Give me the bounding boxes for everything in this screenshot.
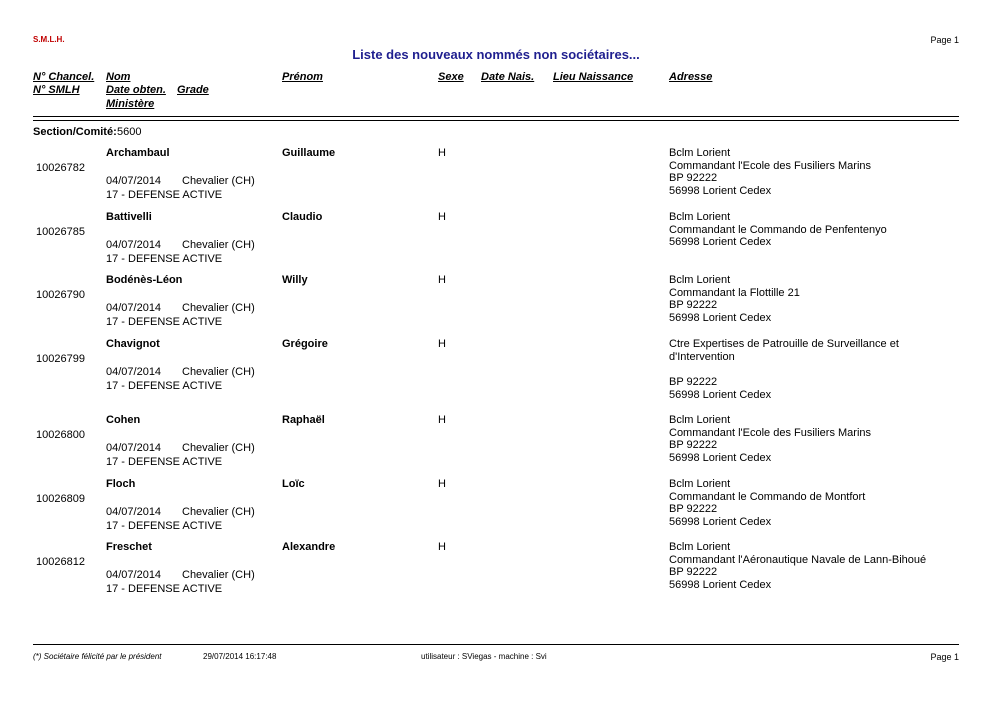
address-line: BP 92222 xyxy=(669,172,718,185)
col-header-lieu-naissance: Lieu Naissance xyxy=(553,71,634,83)
address-line: BP 92222 xyxy=(669,299,718,312)
col-header-chancel: N° Chancel. xyxy=(33,71,95,83)
record-sexe: H xyxy=(438,338,446,350)
footer-note: (*) Sociétaire félicité par le président xyxy=(33,652,162,661)
record-date-obten: 04/07/2014 xyxy=(106,175,162,187)
record-row xyxy=(0,338,992,401)
record-grade: Chevalier (CH) xyxy=(182,366,255,378)
record-number: 10026785 xyxy=(36,226,85,238)
record-address xyxy=(669,338,899,401)
record-ministere: 17 - DEFENSE ACTIVE xyxy=(106,189,223,201)
org-name: S.M.L.H. xyxy=(33,35,65,44)
report-title: Liste des nouveaux nommés non sociétaires... xyxy=(352,47,640,62)
address-line: Commandant l'Ecole des Fusiliers Marins xyxy=(669,426,872,439)
address-line: 56998 Lorient Cedex xyxy=(669,579,772,592)
record-nom: Archambaul xyxy=(106,147,170,159)
footer-datetime: 29/07/2014 16:17:48 xyxy=(203,652,277,661)
record-prenom: Willy xyxy=(282,274,308,286)
record-address xyxy=(669,211,887,249)
col-header-nom: Nom xyxy=(106,71,131,83)
address-line: Bclm Lorient xyxy=(669,414,731,426)
record-ministere: 17 - DEFENSE ACTIVE xyxy=(106,380,223,392)
record-nom: Floch xyxy=(106,478,136,490)
address-line: Bclm Lorient xyxy=(669,147,731,159)
record-address xyxy=(669,478,865,529)
record-sexe: H xyxy=(438,478,446,490)
record-prenom: Raphaël xyxy=(282,414,325,426)
record-prenom: Alexandre xyxy=(282,541,336,553)
record-grade: Chevalier (CH) xyxy=(182,302,255,314)
col-header-sexe: Sexe xyxy=(438,71,464,83)
page-number-bottom: Page 1 xyxy=(930,652,959,662)
record-date-obten: 04/07/2014 xyxy=(106,442,162,454)
col-header-ministere: Ministère xyxy=(106,98,155,110)
record-sexe: H xyxy=(438,274,446,286)
record-grade: Chevalier (CH) xyxy=(182,442,255,454)
address-line: Ctre Expertises de Patrouille de Surveillance et xyxy=(669,338,899,350)
record-row xyxy=(0,147,992,207)
address-line: Commandant l'Ecole des Fusiliers Marins xyxy=(669,159,872,172)
address-line: 56998 Lorient Cedex xyxy=(669,516,772,529)
record-row xyxy=(0,478,992,538)
address-line: Bclm Lorient xyxy=(669,211,731,223)
record-ministere: 17 - DEFENSE ACTIVE xyxy=(106,520,223,532)
address-line: BP 92222 xyxy=(669,376,718,389)
address-line: Bclm Lorient xyxy=(669,274,731,286)
record-date-obten: 04/07/2014 xyxy=(106,239,162,251)
record-address xyxy=(669,414,871,465)
record-sexe: H xyxy=(438,211,446,223)
record-row xyxy=(0,274,992,334)
record-number: 10026800 xyxy=(36,429,85,441)
record-sexe: H xyxy=(438,541,446,553)
col-header-date-obten: Date obten. xyxy=(106,84,166,96)
col-header-prenom: Prénom xyxy=(282,71,323,83)
header-rule-top xyxy=(33,116,959,117)
address-line: Commandant le Commando de Penfentenyo xyxy=(669,223,887,236)
record-address xyxy=(669,541,926,592)
record-address xyxy=(669,274,800,325)
record-prenom: Loïc xyxy=(282,478,305,490)
record-ministere: 17 - DEFENSE ACTIVE xyxy=(106,316,223,328)
record-row xyxy=(0,211,992,271)
address-line: Commandant le Commando de Montfort xyxy=(669,490,866,503)
col-header-grade: Grade xyxy=(177,84,209,96)
record-grade: Chevalier (CH) xyxy=(182,175,255,187)
address-line: 56998 Lorient Cedex xyxy=(669,236,772,249)
record-nom: Battivelli xyxy=(106,211,152,223)
record-grade: Chevalier (CH) xyxy=(182,239,255,251)
footer-user: utilisateur : SViegas - machine : Svi xyxy=(421,652,547,661)
record-prenom: Guillaume xyxy=(282,147,336,159)
col-header-smlh: N° SMLH xyxy=(33,84,80,96)
record-prenom: Grégoire xyxy=(282,338,328,350)
col-header-date-nais: Date Nais. xyxy=(481,71,535,83)
address-line: 56998 Lorient Cedex xyxy=(669,312,772,325)
record-number: 10026812 xyxy=(36,556,85,568)
record-row xyxy=(0,414,992,474)
address-line: BP 92222 xyxy=(669,566,718,579)
address-line: BP 92222 xyxy=(669,439,718,452)
record-grade: Chevalier (CH) xyxy=(182,506,255,518)
record-ministere: 17 - DEFENSE ACTIVE xyxy=(106,583,223,595)
record-address xyxy=(669,147,871,198)
address-line: Bclm Lorient xyxy=(669,541,731,553)
record-date-obten: 04/07/2014 xyxy=(106,366,162,378)
address-line: BP 92222 xyxy=(669,503,718,516)
address-line: Commandant la Flottille 21 xyxy=(669,286,800,299)
record-nom: Cohen xyxy=(106,414,141,426)
address-line: 56998 Lorient Cedex xyxy=(669,452,772,465)
record-nom: Freschet xyxy=(106,541,152,553)
section-value: 5600 xyxy=(117,126,142,138)
address-line xyxy=(669,363,899,376)
address-line: d'Intervention xyxy=(669,350,735,363)
footer-rule xyxy=(33,644,959,645)
record-sexe: H xyxy=(438,147,446,159)
record-number: 10026809 xyxy=(36,493,85,505)
record-row xyxy=(0,541,992,601)
record-ministere: 17 - DEFENSE ACTIVE xyxy=(106,456,223,468)
record-grade: Chevalier (CH) xyxy=(182,569,255,581)
page-number-top: Page 1 xyxy=(930,35,959,45)
record-nom: Chavignot xyxy=(106,338,160,350)
record-prenom: Claudio xyxy=(282,211,323,223)
record-ministere: 17 - DEFENSE ACTIVE xyxy=(106,253,223,265)
record-number: 10026799 xyxy=(36,353,85,365)
record-date-obten: 04/07/2014 xyxy=(106,302,162,314)
address-line: Commandant l'Aéronautique Navale de Lann-Bihoué xyxy=(669,553,927,566)
record-number: 10026790 xyxy=(36,289,85,301)
col-header-adresse: Adresse xyxy=(669,71,713,83)
header-rule-bottom xyxy=(33,120,959,121)
record-date-obten: 04/07/2014 xyxy=(106,569,162,581)
record-nom: Bodénès-Léon xyxy=(106,274,183,286)
address-line: 56998 Lorient Cedex xyxy=(669,388,772,401)
section-label: Section/Comité: xyxy=(33,126,117,138)
record-number: 10026782 xyxy=(36,162,85,174)
record-sexe: H xyxy=(438,414,446,426)
record-date-obten: 04/07/2014 xyxy=(106,506,162,518)
address-line: Bclm Lorient xyxy=(669,478,731,490)
address-line: 56998 Lorient Cedex xyxy=(669,185,772,198)
